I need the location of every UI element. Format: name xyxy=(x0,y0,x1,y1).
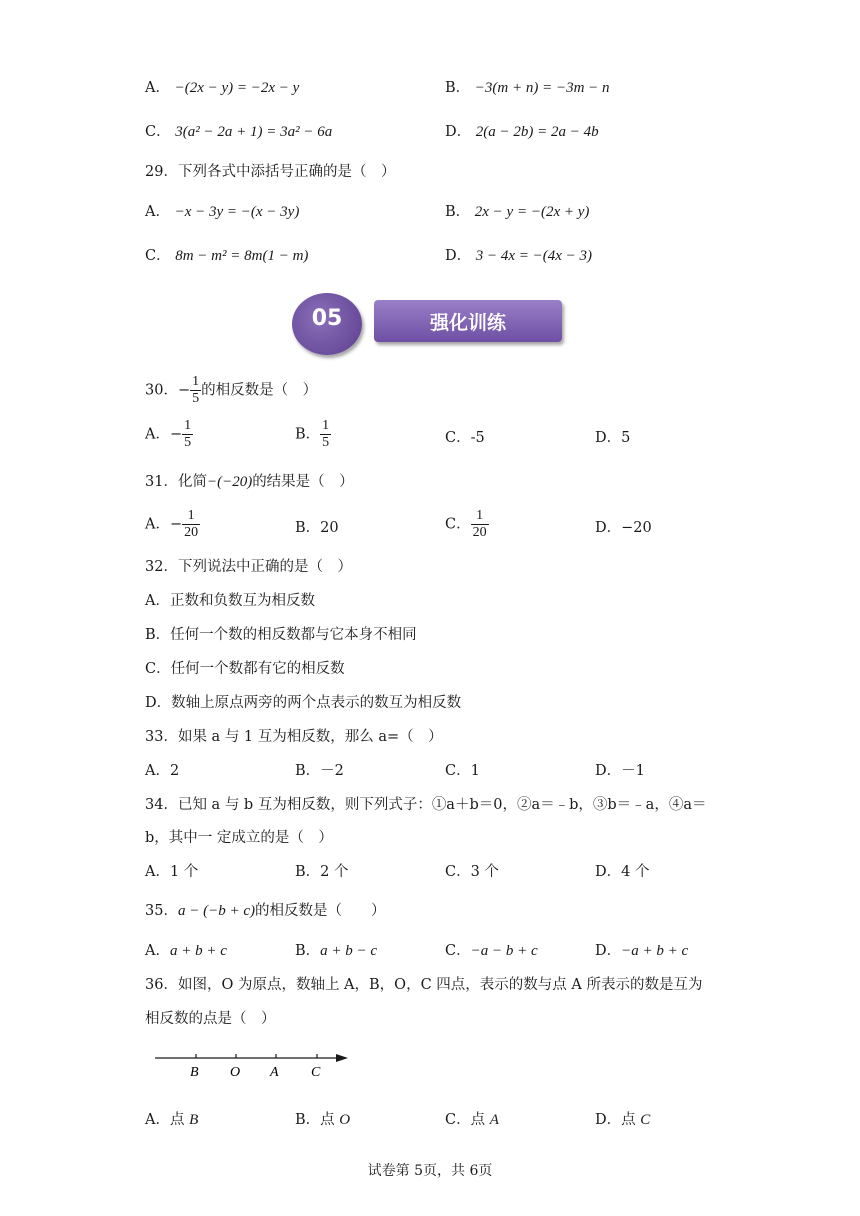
q35-stem xyxy=(145,901,385,921)
fraction-denominator: 20 xyxy=(184,525,199,540)
q34-option-a: A．1 个 xyxy=(145,864,199,880)
minus-sign: − xyxy=(169,426,183,443)
q34-option-c: C．3 个 xyxy=(445,864,499,880)
q33-option-c: C．1 xyxy=(445,763,480,779)
option-label: C． xyxy=(145,124,171,140)
fraction-numerator: 1 xyxy=(182,508,200,525)
option-label: D． xyxy=(595,943,622,959)
q31-option-c xyxy=(445,508,489,541)
option-math: a + b − c xyxy=(320,943,378,959)
option-label: C． xyxy=(445,516,471,533)
option-math: −a + b + c xyxy=(621,943,689,959)
q36-option-a xyxy=(145,1110,198,1130)
fraction xyxy=(182,418,193,451)
point-label-c: C xyxy=(311,1065,321,1080)
option-math: −3(m + n) = −3m − n xyxy=(474,80,610,96)
page-footer: 试卷第 5页，共 6页 xyxy=(367,1163,493,1179)
q29-option-c xyxy=(145,246,308,266)
option-label: A． xyxy=(145,426,170,443)
option-label: A． xyxy=(145,516,170,533)
q31-option-d xyxy=(595,518,652,538)
option-label: B． xyxy=(295,520,321,536)
question-math: a − (−b + c) xyxy=(177,903,255,919)
q32-option-c: C．任何一个数都有它的相反数 xyxy=(145,661,345,677)
fraction xyxy=(190,374,201,407)
question-text: 的结果是（ ） xyxy=(252,474,354,490)
option-math: −(2x − y) = −2x − y xyxy=(174,80,300,96)
option-value: 20 xyxy=(320,520,339,536)
option-label: D． xyxy=(445,124,472,140)
option-label: A． xyxy=(145,80,170,96)
q28-option-d xyxy=(445,122,599,142)
q30-option-d xyxy=(595,428,630,448)
section-banner xyxy=(290,292,566,358)
q32-stem: 32．下列说法中正确的是（ ） xyxy=(145,559,352,575)
option-label: A．点 xyxy=(145,1112,190,1128)
q33-option-b: B．－2 xyxy=(295,763,344,779)
q30-stem xyxy=(145,374,317,407)
q36-option-c xyxy=(445,1110,499,1130)
option-point: B xyxy=(189,1112,199,1128)
option-math: 8m − m² = 8m(1 − m) xyxy=(175,248,309,264)
option-label: C． xyxy=(145,248,171,264)
q30-option-b xyxy=(295,418,331,451)
option-label: C． xyxy=(445,430,471,446)
option-math: −x − 3y = −(x − 3y) xyxy=(174,204,300,220)
option-label: A． xyxy=(145,943,170,959)
point-label-a: A xyxy=(270,1065,279,1080)
point-label-b: B xyxy=(190,1065,199,1080)
fraction-numerator: 1 xyxy=(322,418,330,433)
option-value: -5 xyxy=(470,430,485,446)
option-point: O xyxy=(339,1112,351,1128)
q36-stem-line2: 相反数的点是（ ） xyxy=(145,1011,276,1027)
point-label-o: O xyxy=(230,1065,241,1080)
option-label: C． xyxy=(445,943,471,959)
q29-stem: 29．下列各式中添括号正确的是（ ） xyxy=(145,164,396,180)
q36-option-b xyxy=(295,1110,350,1130)
option-label: B． xyxy=(295,943,321,959)
option-math: 2(a − 2b) = 2a − 4b xyxy=(475,124,599,140)
fraction-denominator: 5 xyxy=(322,435,330,450)
question-number: 30． xyxy=(145,382,178,399)
question-text: 的相反数是（ ） xyxy=(254,903,386,919)
option-label: D． xyxy=(595,520,622,536)
option-label: D． xyxy=(595,430,622,446)
option-math: 3 − 4x = −(4x − 3) xyxy=(475,248,593,264)
option-point: C xyxy=(640,1112,651,1128)
minus-sign: − xyxy=(169,516,183,533)
q31-stem xyxy=(145,472,354,492)
q33-stem: 33．如果 a 与 1 互为相反数，那么 a=（ ） xyxy=(145,729,443,745)
option-label: B． xyxy=(445,204,471,220)
q34-stem-line2: b，其中一 定成立的是（ ） xyxy=(145,830,333,846)
fraction-numerator: 1 xyxy=(192,374,200,389)
option-label: D．点 xyxy=(595,1112,641,1128)
option-point: A xyxy=(489,1112,499,1128)
q35-option-a xyxy=(145,941,227,961)
fraction-numerator: 1 xyxy=(471,508,489,525)
option-label: D． xyxy=(445,248,472,264)
fraction-numerator: 1 xyxy=(184,418,192,433)
option-math: −a − b + c xyxy=(470,943,538,959)
q31-option-b xyxy=(295,518,339,538)
q36-stem-line1: 36．如图，O 为原点，数轴上 A，B，O，C 四点，表示的数与点 A 所表示的数是互为 xyxy=(145,977,703,993)
option-label: B．点 xyxy=(295,1112,340,1128)
q28-option-c xyxy=(145,122,332,142)
q34-option-d: D．4 个 xyxy=(595,864,650,880)
q33-option-a: A．2 xyxy=(145,763,180,779)
number-line-svg xyxy=(150,1048,360,1084)
fraction-denominator: 20 xyxy=(472,525,487,540)
fraction xyxy=(320,418,331,451)
number-line-figure xyxy=(150,1048,360,1084)
q33-option-d: D．－1 xyxy=(595,763,645,779)
q35-option-d xyxy=(595,941,688,961)
option-math: 2x − y = −(2x + y) xyxy=(474,204,590,220)
option-value: 5 xyxy=(621,430,631,446)
q30-option-a xyxy=(145,418,193,451)
fraction-denominator: 5 xyxy=(192,391,200,406)
option-label: A． xyxy=(145,204,170,220)
option-math: 3(a² − 2a + 1) = 3a² − 6a xyxy=(175,124,333,140)
q29-option-a xyxy=(145,202,299,222)
option-math: a + b + c xyxy=(169,943,227,959)
fraction xyxy=(471,508,489,541)
q34-stem-line1: 34．已知 a 与 b 互为相反数，则下列式子：①a＋b＝0，②a＝﹣b，③b＝﹣a，④a＝ xyxy=(145,797,707,813)
section-title: 强化训练 xyxy=(429,312,506,334)
option-label: B． xyxy=(295,426,321,443)
fraction-denominator: 5 xyxy=(184,435,192,450)
q28-option-b xyxy=(445,78,610,98)
q32-option-d: D．数轴上原点两旁的两个点表示的数互为相反数 xyxy=(145,695,462,711)
question-text: 的相反数是（ ） xyxy=(201,382,318,399)
q30-option-c xyxy=(445,428,485,448)
q28-option-a xyxy=(145,78,299,98)
q32-option-b: B．任何一个数的相反数都与它本身不相同 xyxy=(145,627,417,643)
q35-option-b xyxy=(295,941,377,961)
minus-sign: − xyxy=(177,382,191,399)
q32-option-a: A．正数和负数互为相反数 xyxy=(145,593,315,609)
fraction xyxy=(182,508,200,541)
q35-option-c xyxy=(445,941,538,961)
q34-option-b: B．2 个 xyxy=(295,864,349,880)
option-value: −20 xyxy=(621,520,652,536)
option-label: B． xyxy=(445,80,471,96)
option-label: C．点 xyxy=(445,1112,490,1128)
axis-arrow-icon xyxy=(336,1054,348,1062)
question-math: −(−20) xyxy=(206,474,253,490)
section-number: 05 xyxy=(311,306,343,331)
question-number: 35． xyxy=(145,903,178,919)
q36-option-d xyxy=(595,1110,650,1130)
q29-option-d xyxy=(445,246,592,266)
q31-option-a xyxy=(145,508,200,541)
question-text: 31．化简 xyxy=(145,474,207,490)
q29-option-b xyxy=(445,202,589,222)
